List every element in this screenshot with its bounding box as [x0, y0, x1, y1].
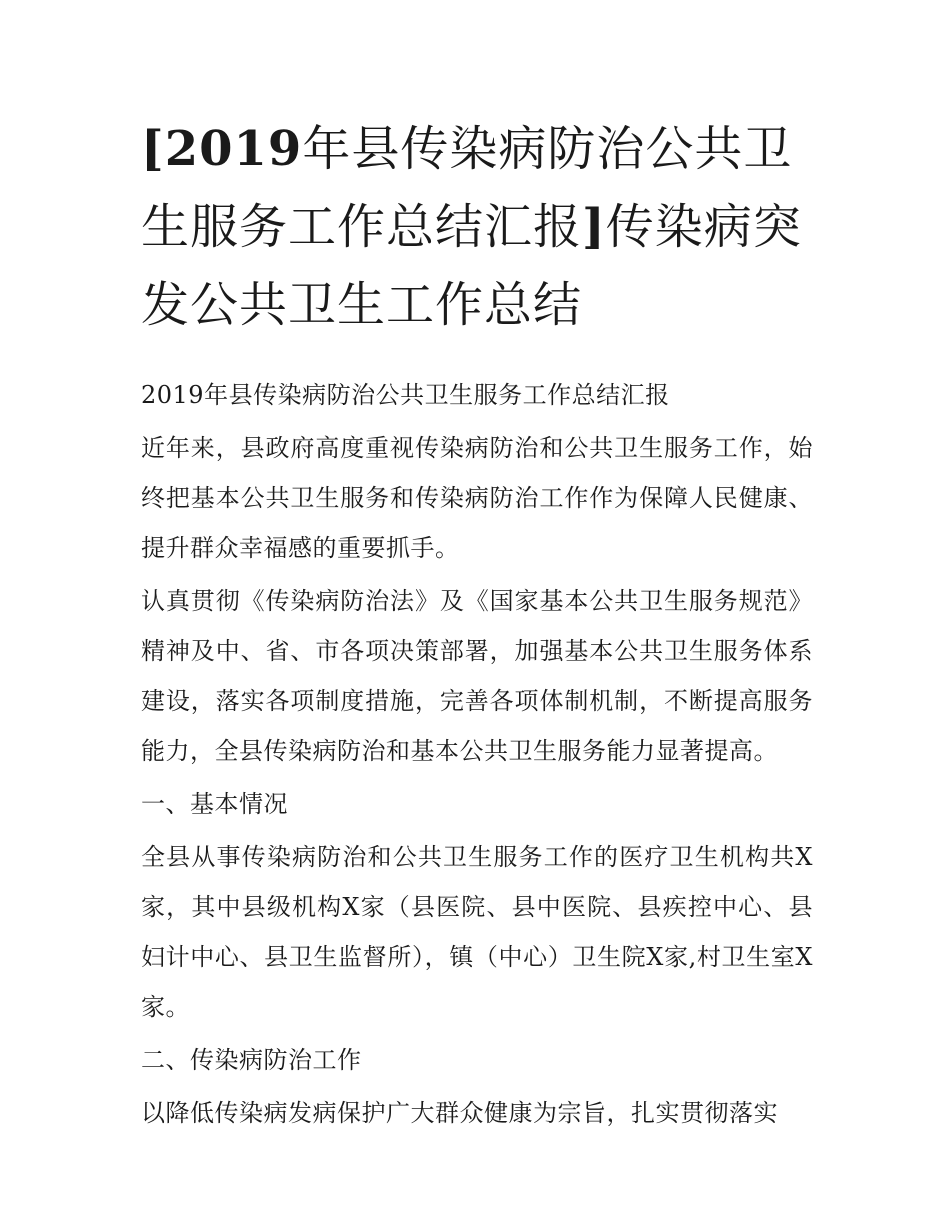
section-heading-basic: 一、基本情况	[141, 790, 288, 818]
policy-paragraph: 认真贯彻《传染病防治法》及《国家基本公共卫生服务规范》精神及中、省、市各项决策部署，加强基本公共卫生服务体系建设，落实各项制度措施，完善各项体制机制，不断提高服务能力，全县传染病防治和基本公共卫生服务能力显著提高。	[141, 587, 813, 765]
title-bracket-close: ]	[582, 199, 606, 255]
document-body	[141, 370, 813, 1138]
section-heading-prevention: 二、传染病防治工作	[141, 1046, 362, 1074]
institutions-paragraph: 全县从事传染病防治和公共卫生服务工作的医疗卫生机构共X家，其中县级机构X家（县医院、县中医院、县疾控中心、县妇计中心、县卫生监督所），镇（中心）卫生院X家,村卫生室X家。	[141, 843, 813, 1021]
title-bracket-number: [2019	[141, 121, 303, 177]
document-page	[141, 110, 813, 1138]
subtitle-paragraph: 2019年县传染病防治公共卫生服务工作总结汇报	[141, 381, 670, 409]
document-title: [2019年县传染病防治公共卫生服务工作总结汇报]传染病突发公共卫生工作总结	[141, 121, 802, 333]
intro-paragraph: 近年来，县政府高度重视传染病防治和公共卫生服务工作，始终把基本公共卫生服务和传染病防治工作作为保障人民健康、提升群众幸福感的重要抓手。	[141, 434, 813, 562]
prevention-paragraph: 以降低传染病发病保护广大群众健康为宗旨，扎实贯彻落实	[141, 1099, 778, 1127]
